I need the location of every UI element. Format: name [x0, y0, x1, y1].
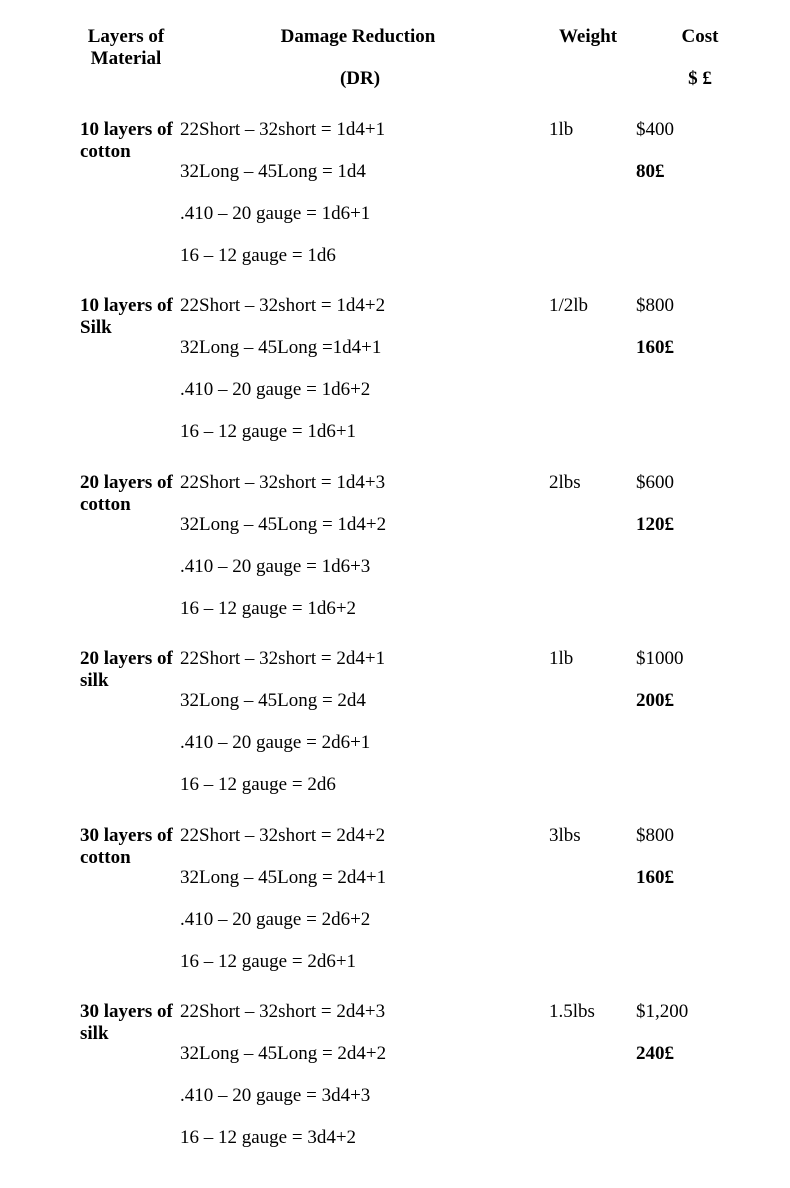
- cost-gbp-cell: 160£: [636, 337, 674, 358]
- dr-line: .410 – 20 gauge = 3d4+3: [180, 1085, 371, 1106]
- cost-gbp-cell: 80£: [636, 161, 665, 182]
- dr-line: 22Short – 32short = 1d4+1: [180, 119, 386, 140]
- table-row: [0, 295, 790, 471]
- material-cell: 10 layers of Silk: [80, 295, 173, 338]
- cost-gbp-cell: 240£: [636, 1043, 674, 1064]
- cost-gbp-cell: 120£: [636, 514, 674, 535]
- header-layers-of-material: Layers of Material: [87, 26, 165, 69]
- dr-line: 32Long – 45Long = 1d4+2: [180, 514, 387, 535]
- cost-usd-cell: $1000: [636, 648, 684, 669]
- material-cell: 10 layers of cotton: [80, 119, 173, 162]
- dr-line: 32Long – 45Long =1d4+1: [180, 337, 382, 358]
- material-cell: 30 layers of silk: [80, 1001, 173, 1044]
- dr-line: 22Short – 32short = 2d4+1: [180, 648, 386, 669]
- header-dr-abbrev: (DR): [339, 68, 381, 89]
- cost-gbp-cell: 200£: [636, 690, 674, 711]
- weight-cell: 1.5lbs: [549, 1001, 595, 1022]
- dr-line: 32Long – 45Long = 2d4: [180, 690, 366, 711]
- dr-line: 16 – 12 gauge = 1d6: [180, 245, 336, 266]
- dr-line: 16 – 12 gauge = 2d6+1: [180, 951, 357, 972]
- dr-line: 16 – 12 gauge = 2d6: [180, 774, 336, 795]
- header-cost: Cost: [681, 26, 719, 47]
- header-cost-units: $ £: [688, 68, 712, 89]
- dr-line: 32Long – 45Long = 2d4+2: [180, 1043, 387, 1064]
- cost-usd-cell: $400: [636, 119, 674, 140]
- table-row: [0, 648, 790, 824]
- cost-usd-cell: $600: [636, 472, 674, 493]
- dr-line: 22Short – 32short = 1d4+3: [180, 472, 386, 493]
- table-row: [0, 1001, 790, 1177]
- dr-line: .410 – 20 gauge = 2d6+1: [180, 732, 371, 753]
- material-cell: 20 layers of cotton: [80, 472, 173, 515]
- weight-cell: 1lb: [549, 119, 574, 140]
- dr-line: 22Short – 32short = 1d4+2: [180, 295, 386, 316]
- header-weight: Weight: [558, 26, 618, 47]
- dr-line: 16 – 12 gauge = 1d6+1: [180, 421, 357, 442]
- dr-line: .410 – 20 gauge = 2d6+2: [180, 909, 371, 930]
- cost-usd-cell: $1,200: [636, 1001, 689, 1022]
- dr-line: 32Long – 45Long = 2d4+1: [180, 867, 387, 888]
- material-cell: 20 layers of silk: [80, 648, 173, 691]
- weight-cell: 1lb: [549, 648, 574, 669]
- dr-line: .410 – 20 gauge = 1d6+1: [180, 203, 371, 224]
- dr-line: 22Short – 32short = 2d4+3: [180, 1001, 386, 1022]
- table-row: [0, 472, 790, 648]
- table-row: [0, 825, 790, 1001]
- dr-line: .410 – 20 gauge = 1d6+3: [180, 556, 371, 577]
- material-cell: 30 layers of cotton: [80, 825, 173, 868]
- cost-usd-cell: $800: [636, 825, 674, 846]
- dr-line: 22Short – 32short = 2d4+2: [180, 825, 386, 846]
- table-row: [0, 119, 790, 295]
- header-damage-reduction: Damage Reduction: [280, 26, 436, 47]
- dr-line: 16 – 12 gauge = 3d4+2: [180, 1127, 357, 1148]
- weight-cell: 3lbs: [549, 825, 581, 846]
- weight-cell: 1/2lb: [549, 295, 589, 316]
- weight-cell: 2lbs: [549, 472, 581, 493]
- cost-usd-cell: $800: [636, 295, 674, 316]
- dr-line: .410 – 20 gauge = 1d6+2: [180, 379, 371, 400]
- dr-line: 32Long – 45Long = 1d4: [180, 161, 366, 182]
- cost-gbp-cell: 160£: [636, 867, 674, 888]
- dr-line: 16 – 12 gauge = 1d6+2: [180, 598, 357, 619]
